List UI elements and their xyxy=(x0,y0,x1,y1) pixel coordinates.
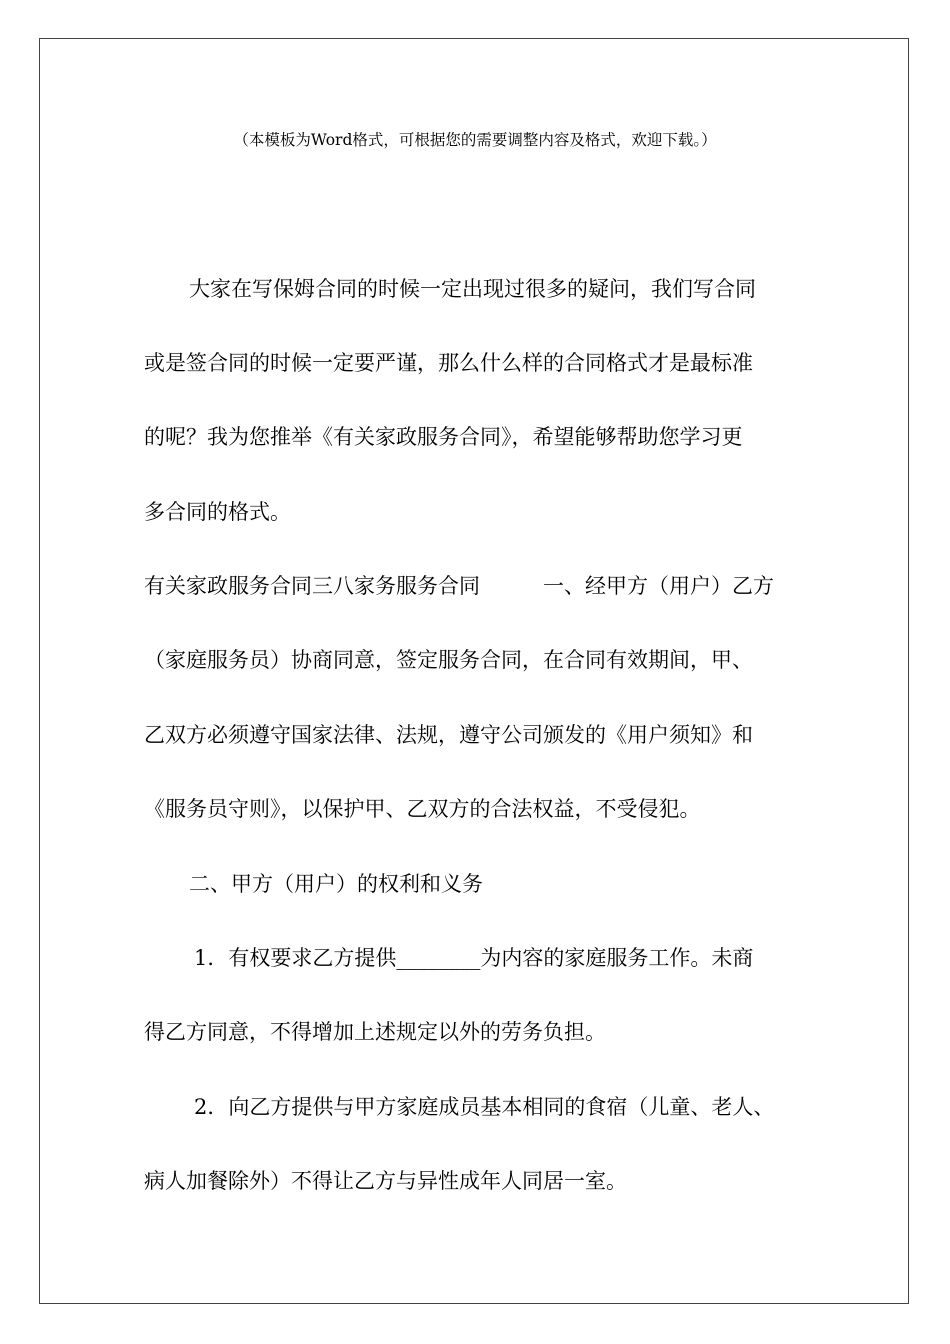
item-2-line-2: 病人加餐除外）不得让乙方与异性成年人同居一室。 xyxy=(144,1169,627,1193)
clause-1-line-4: 《服务员守则》，以保护甲、乙双方的合法权益，不受侵犯。 xyxy=(144,797,701,821)
item-1-line-1: 1．有权要求乙方提供________为内容的家庭服务工作。未商 xyxy=(194,946,754,970)
item-2-line-1: 2．向乙方提供与甲方家庭成员基本相同的食宿（儿童、老人、 xyxy=(194,1095,775,1119)
clause-1-line-3: 乙双方必须遵守国家法律、法规，遵守公司颁发的《用户须知》和 xyxy=(144,723,753,747)
clause-1-line-2: （家庭服务员）协商同意，签定服务合同，在合同有效期间，甲、 xyxy=(144,648,753,672)
item-1-line-2: 得乙方同意，不得增加上述规定以外的劳务负担。 xyxy=(144,1020,606,1044)
contract-title-line: 有关家政服务合同三八家务服务合同 一、经甲方（用户）乙方 xyxy=(144,574,774,598)
paragraph-intro-line-3: 的呢？我为您推举《有关家政服务合同》，希望能够帮助您学习更 xyxy=(144,425,743,449)
template-notice: （本模板为Word格式，可根据您的需要调整内容及格式，欢迎下载。） xyxy=(233,131,717,149)
paragraph-intro-line-4: 多合同的格式。 xyxy=(144,500,291,524)
section-2-heading: 二、甲方（用户）的权利和义务 xyxy=(189,872,483,896)
paragraph-intro-line-1: 大家在写保姆合同的时候一定出现过很多的疑问，我们写合同 xyxy=(189,277,756,301)
paragraph-intro-line-2: 或是签合同的时候一定要严谨，那么什么样的合同格式才是最标准 xyxy=(144,351,753,375)
